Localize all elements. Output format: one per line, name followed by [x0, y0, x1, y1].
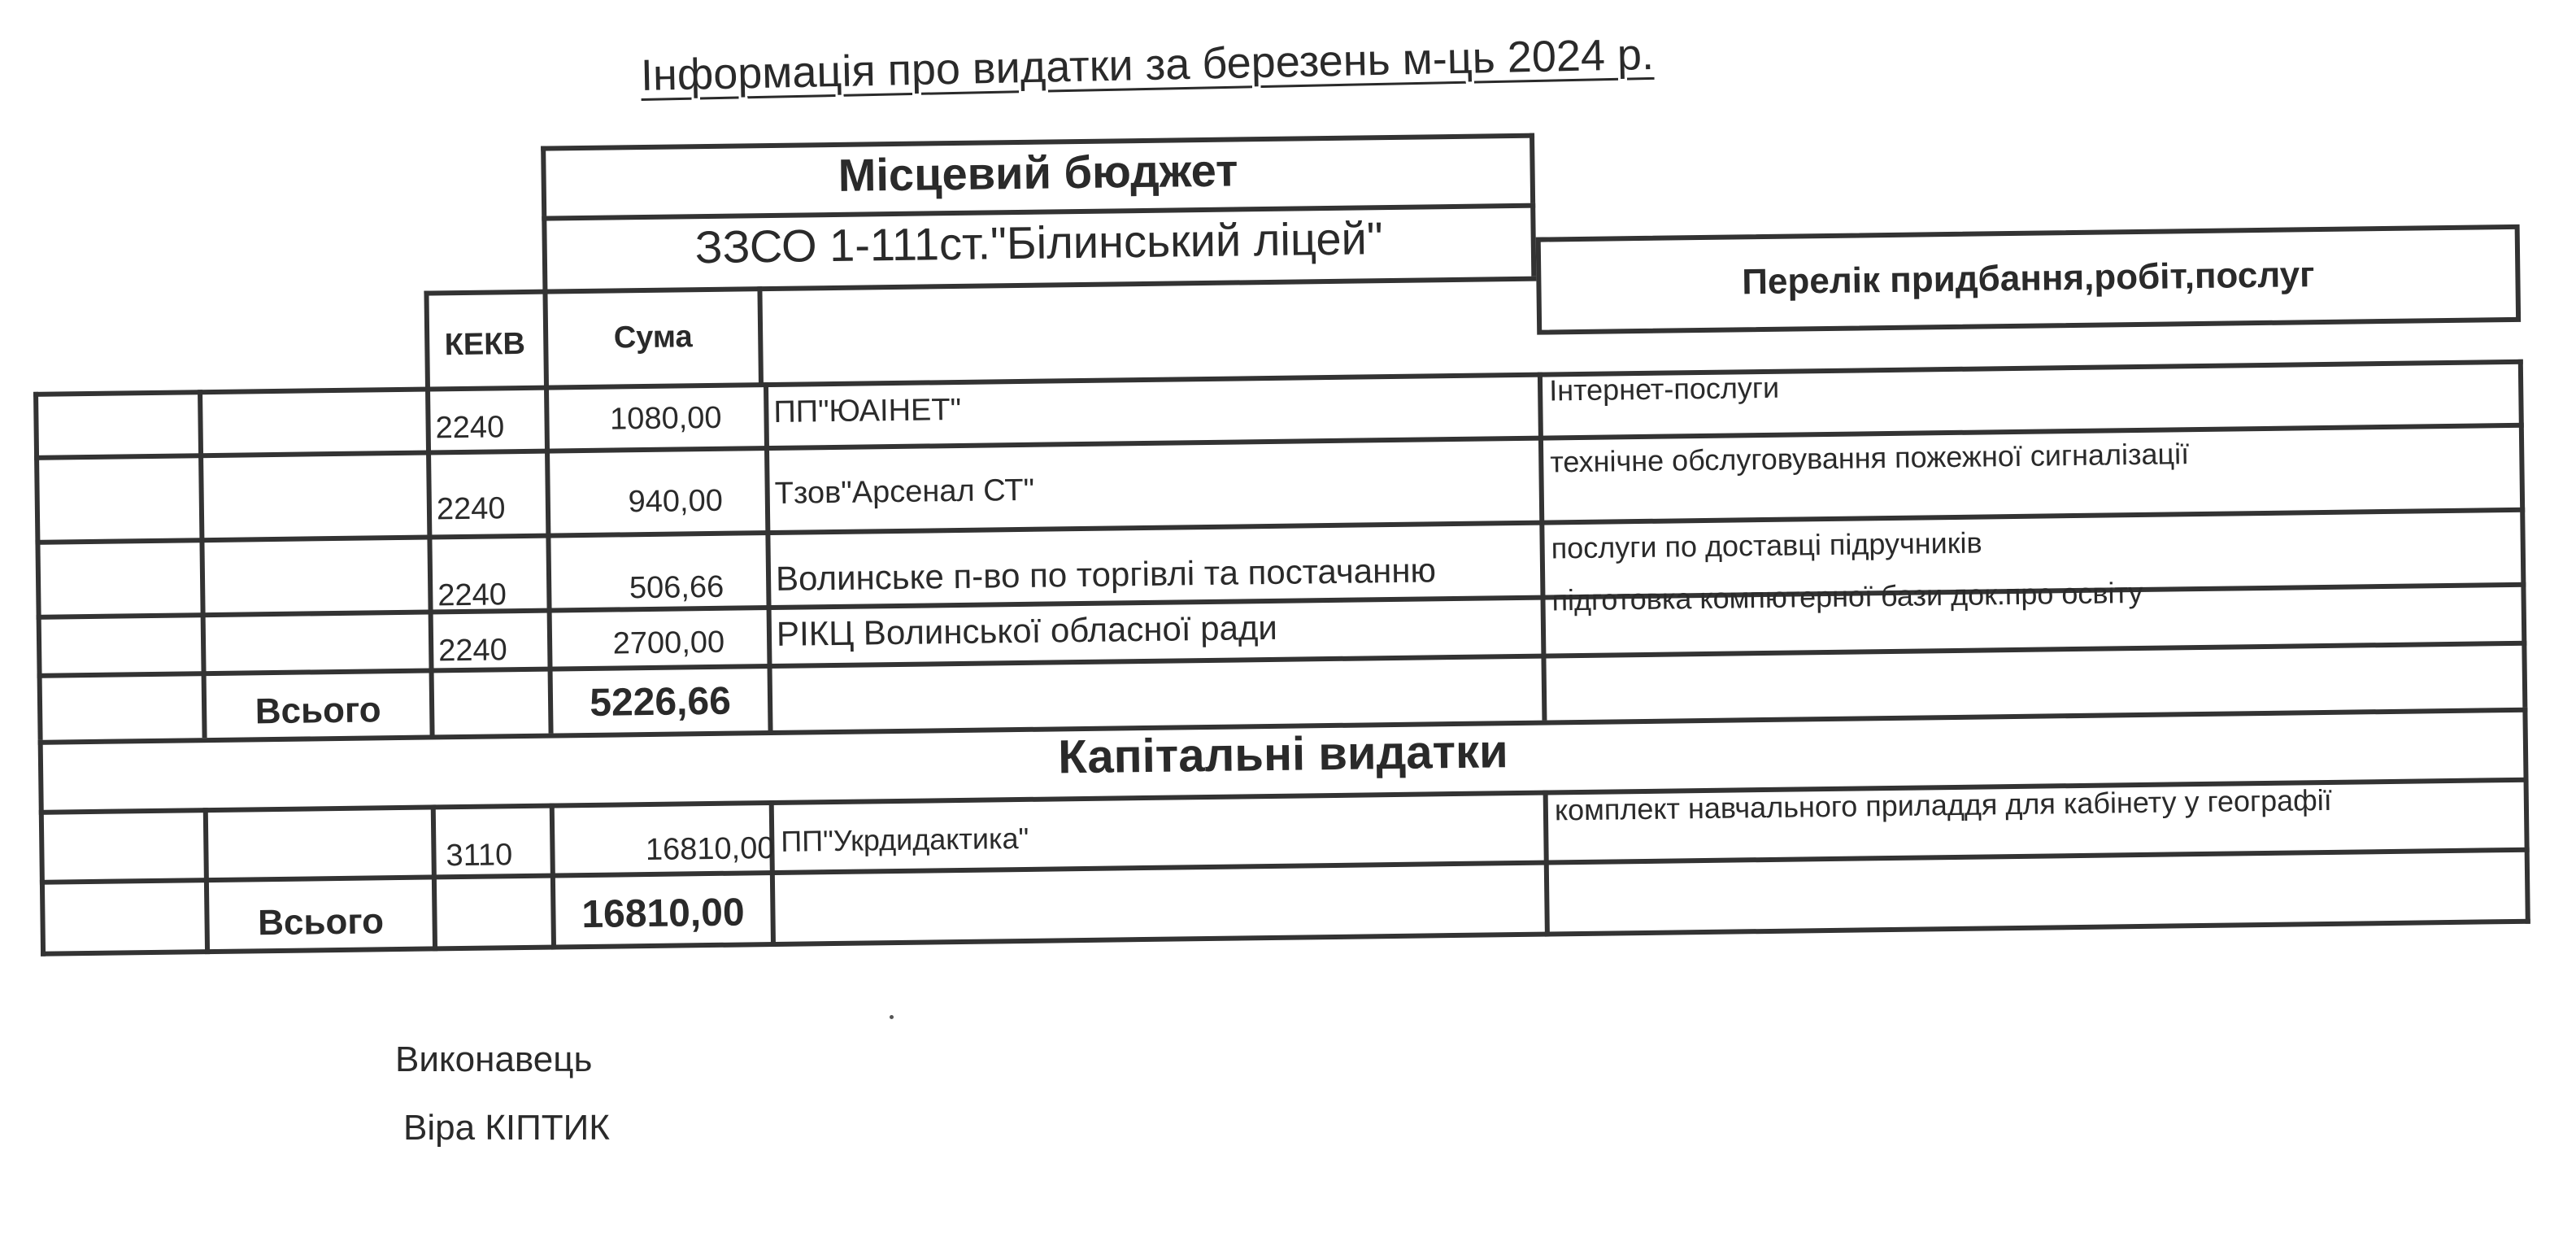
row-3-sum: 506,66	[629, 569, 724, 606]
cap-col-line-5	[1543, 791, 1550, 937]
budget-heading: Місцевий бюджет	[838, 144, 1238, 201]
col-line-1	[198, 390, 207, 738]
capital-total-label: Всього	[257, 901, 385, 943]
row-4-sum: 2700,00	[612, 625, 725, 661]
supplier-header-cell	[762, 277, 1537, 384]
row-3-kekv: 2240	[437, 577, 507, 613]
row-3-supplier: Волинське п-во по торгівлі та постачанню	[775, 551, 1437, 598]
row-1-kekv: 2240	[435, 410, 505, 446]
scan-speck	[890, 1015, 894, 1019]
row-3-description: послуги по доставці підручників	[1551, 525, 1982, 565]
row-2-description: технічне обслуговування пожежної сигналізації	[1550, 437, 2190, 479]
total-1-label: Всього	[255, 690, 381, 732]
list-header: Перелік придбання,робіт,послуг	[1742, 255, 2315, 303]
row-line-2	[35, 508, 2525, 545]
executor-name: Віра КІПТИК	[403, 1108, 610, 1148]
row-1-supplier: ПП"ЮАІНЕТ"	[773, 392, 962, 429]
capital-total-sum: 16810,00	[581, 891, 745, 937]
row-1-description: Інтернет-послуги	[1548, 370, 1780, 407]
col-line-6	[2518, 360, 2528, 708]
col-line-0	[33, 392, 43, 740]
row-1-sum: 1080,00	[609, 400, 722, 437]
row-2-kekv: 2240	[436, 491, 506, 527]
institution-name: ЗЗСО 1-111ст."Білинський ліцей"	[694, 212, 1384, 273]
capital-row-sum: 16810,00	[645, 830, 775, 868]
col-line-2	[425, 386, 435, 734]
capital-heading: Капітальні видатки	[1057, 725, 1509, 784]
col-line-5	[1538, 373, 1547, 721]
row-4-kekv: 2240	[437, 633, 508, 669]
total-1-sum: 5226,66	[589, 679, 732, 725]
row-2-sum: 940,00	[628, 483, 724, 520]
capital-row-supplier: ПП"Укрдидактика"	[781, 821, 1029, 858]
row-4-description: підготовка компютерної бази док.про освіту	[1551, 575, 2143, 617]
capital-row-kekv: 3110	[446, 838, 513, 874]
executor-role: Виконавець	[395, 1039, 593, 1079]
row-2-supplier: Тзов"Арсенал СТ"	[774, 473, 1035, 511]
row-4-supplier: РІКЦ Волинської обласної ради	[776, 608, 1278, 653]
capital-row-line	[40, 848, 2530, 885]
kekv-header: КЕКВ	[444, 326, 526, 363]
page-title: Інформація про видатки за березень м-ць 2024 р.	[640, 29, 1655, 100]
capital-row-description: комплект навчального приладдя для кабінету у географії	[1554, 782, 2333, 827]
sum-header: Сума	[613, 320, 693, 355]
row-line-4	[37, 641, 2527, 678]
